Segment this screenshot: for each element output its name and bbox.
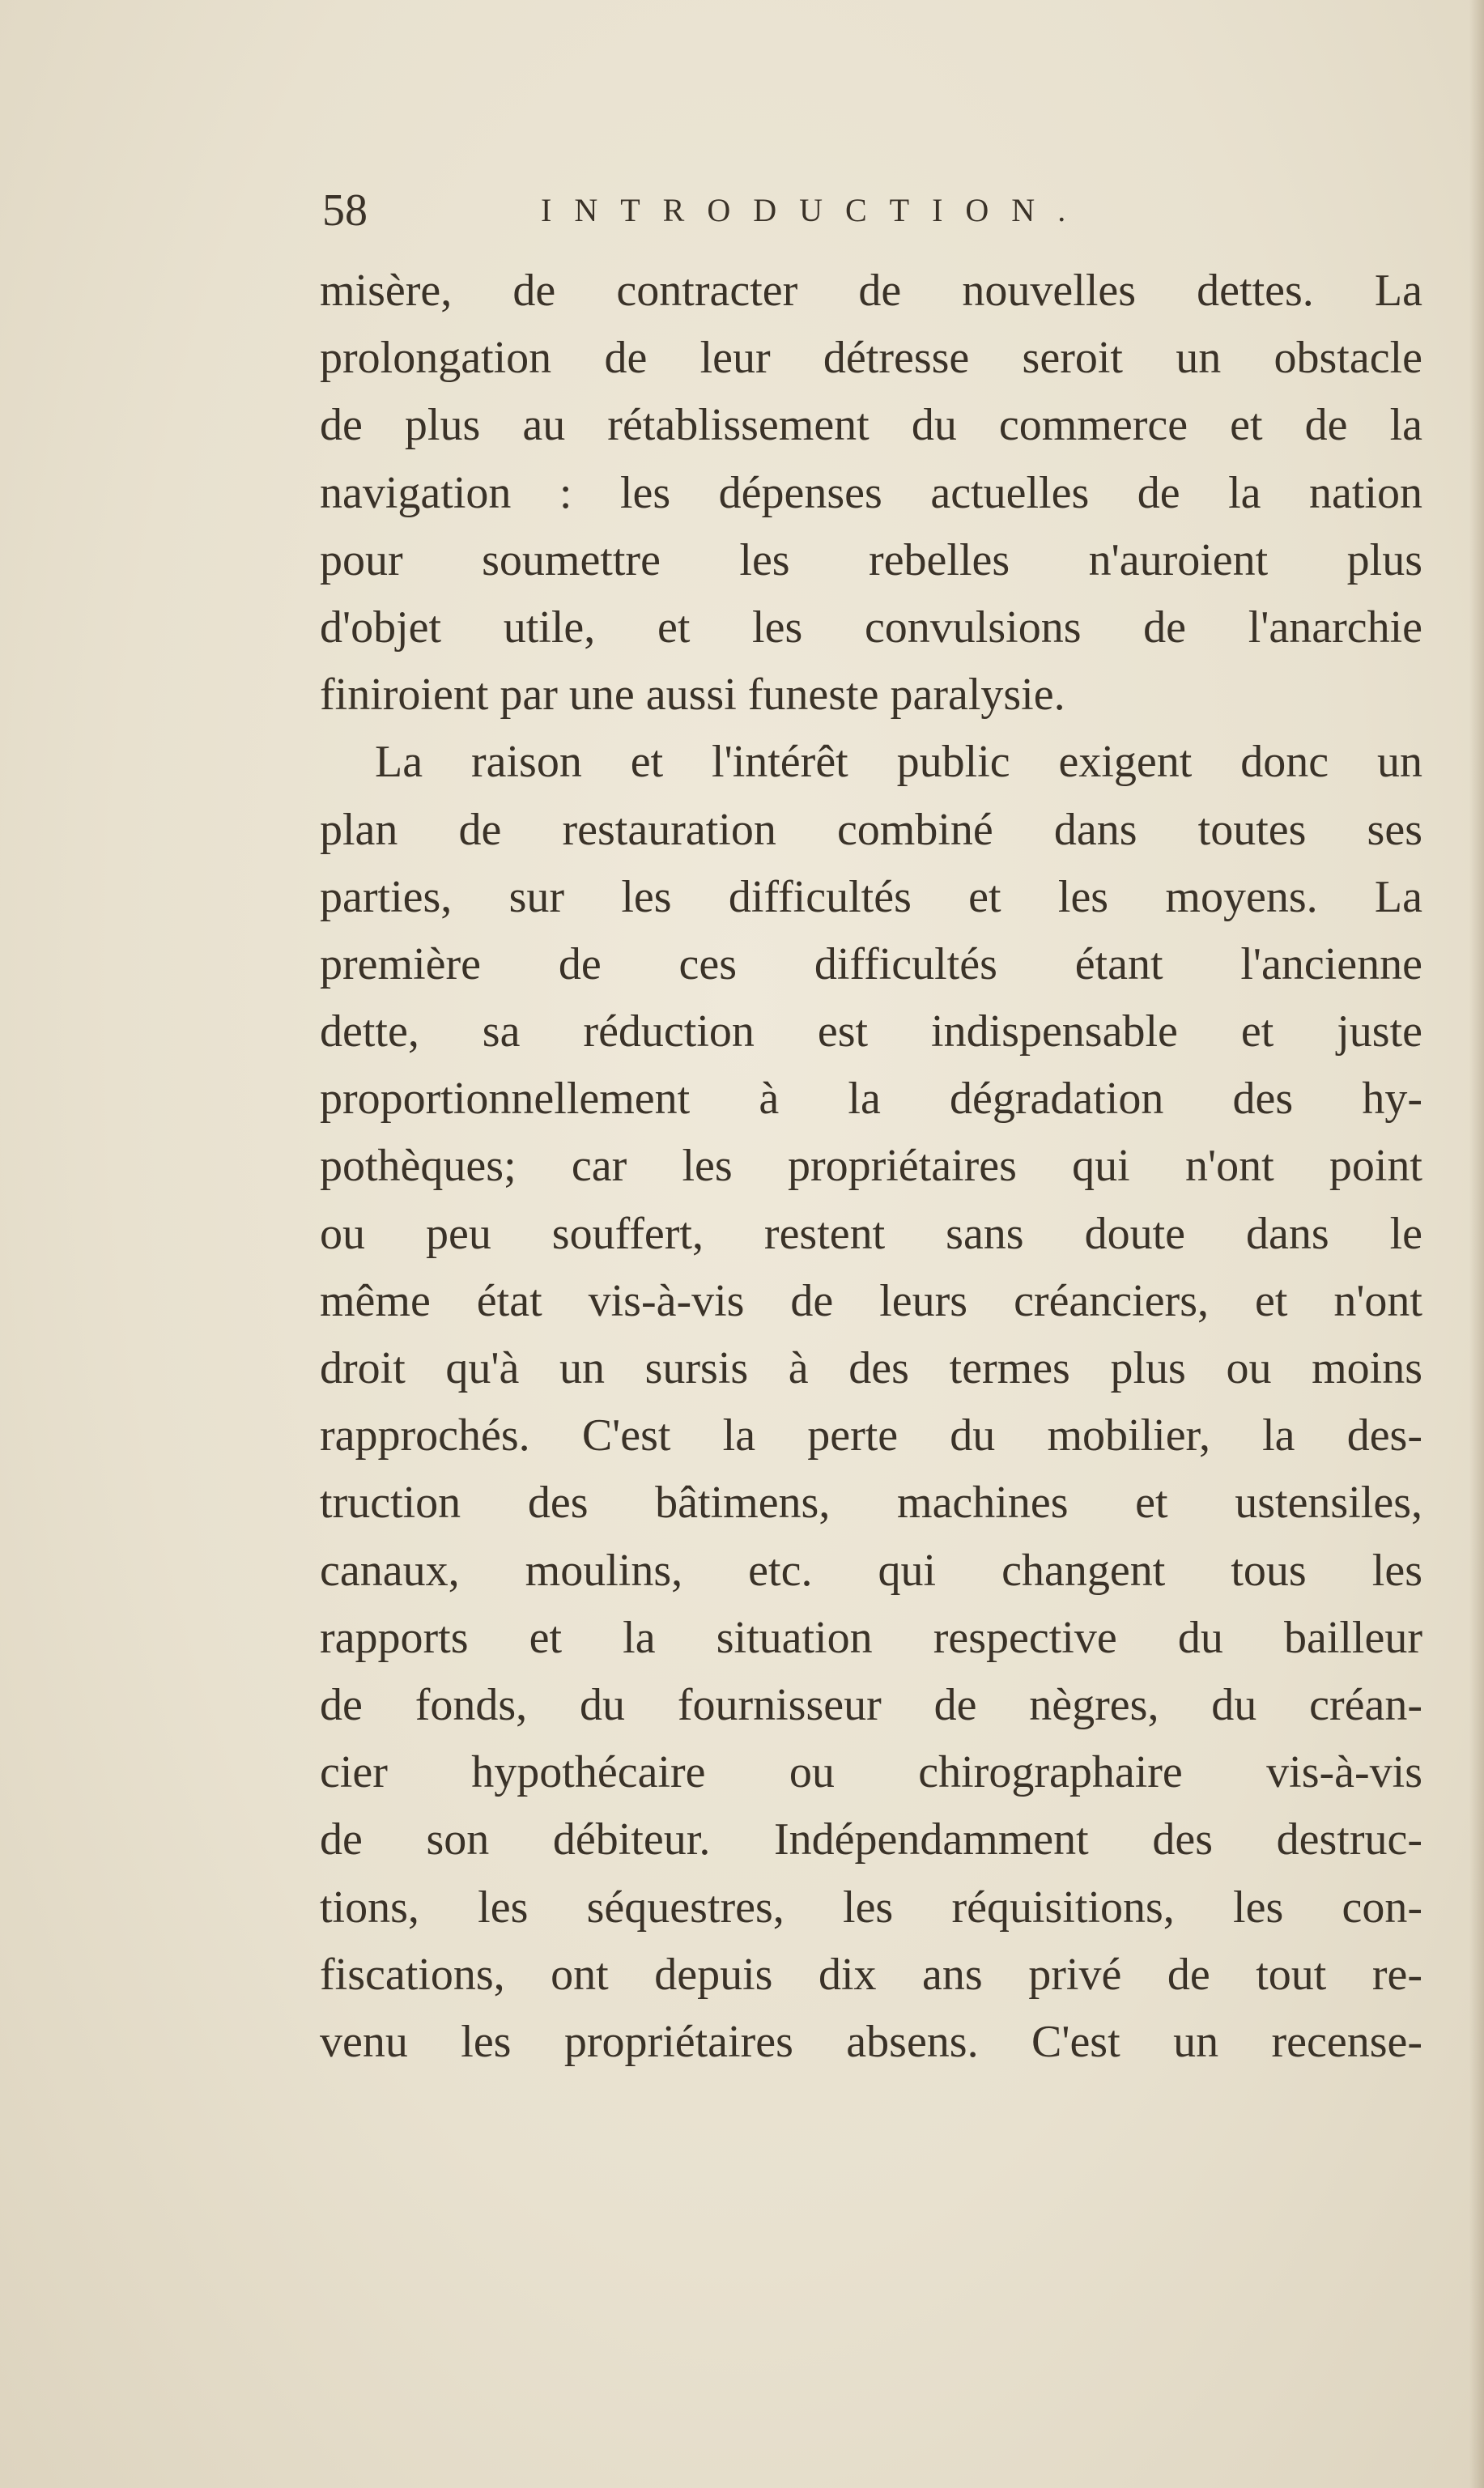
text-line: navigation : les dépenses actuelles de la nation	[320, 467, 1422, 518]
text-line: fiscations, ont depuis dix ans privé de tout re-	[320, 1949, 1422, 2000]
text-line: cier hypothécaire ou chirographaire vis-à-vis	[320, 1747, 1422, 1798]
text-line: rapports et la situation respective du bailleur	[320, 1612, 1422, 1663]
page-number: 58	[322, 185, 368, 236]
text-line: canaux, moulins, etc. qui changent tous les	[320, 1545, 1422, 1596]
text-line: pothèques; car les propriétaires qui n'ont point	[320, 1141, 1422, 1192]
text-line: droit qu'à un sursis à des termes plus ou moins	[320, 1343, 1422, 1393]
body-text	[320, 257, 1422, 2076]
page-edge-shadow	[1469, 0, 1484, 2488]
text-line: venu les propriétaires absens. C'est un recense-	[320, 2016, 1422, 2067]
text-line: de son débiteur. Indépendamment des destruc-	[320, 1814, 1422, 1865]
text-line: pour soumettre les rebelles n'auroient plus	[320, 534, 1422, 585]
text-line: de fonds, du fournisseur de nègres, du créan-	[320, 1679, 1422, 1730]
text-line: ou peu souffert, restent sans doute dans le	[320, 1208, 1422, 1259]
text-line: d'objet utile, et les convulsions de l'anarchie	[320, 602, 1422, 653]
text-line: parties, sur les difficultés et les moyens. La	[320, 871, 1422, 922]
text-line: de plus au rétablissement du commerce et de la	[320, 400, 1422, 451]
text-line: rapprochés. C'est la perte du mobilier, la des-	[320, 1410, 1422, 1461]
running-head: INTRODUCTION.	[541, 192, 1089, 228]
text-line: proportionnellement à la dégradation des hy-	[320, 1074, 1422, 1125]
text-line: truction des bâtimens, machines et ustensiles,	[320, 1478, 1422, 1529]
text-line: dette, sa réduction est indispensable et juste	[320, 1006, 1422, 1057]
text-line: finiroient par une aussi funeste paralysie.	[320, 670, 1065, 721]
page-header	[322, 182, 1423, 239]
text-line: misère, de contracter de nouvelles dettes. La	[320, 266, 1422, 316]
text-line: prolongation de leur détresse seroit un obstacle	[320, 333, 1422, 384]
text-line: plan de restauration combiné dans toutes ses	[320, 804, 1422, 855]
text-line: La raison et l'intérêt public exigent donc un	[375, 737, 1422, 788]
text-line: tions, les séquestres, les réquisitions, les con-	[320, 1882, 1422, 1933]
text-line: même état vis-à-vis de leurs créanciers, et n'ont	[320, 1275, 1422, 1326]
text-line: première de ces difficultés étant l'ancienne	[320, 938, 1422, 989]
